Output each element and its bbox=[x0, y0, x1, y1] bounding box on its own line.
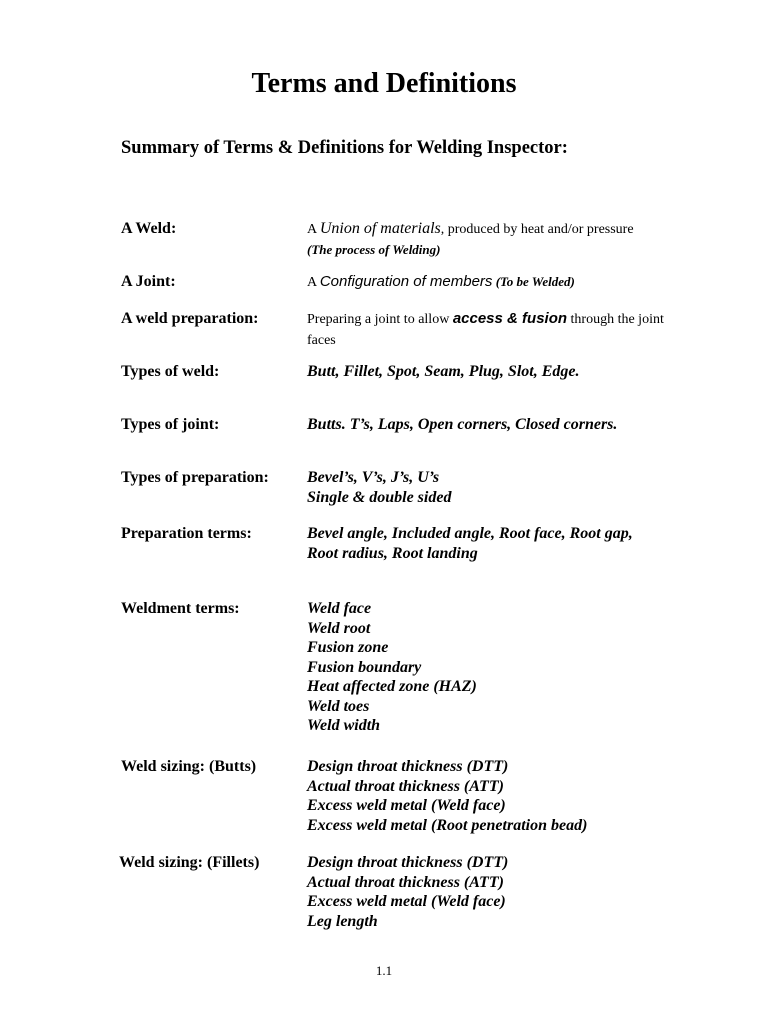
def-prep-prefix: Preparing a joint to allow bbox=[307, 312, 453, 327]
def-joint-note: (To be Welded) bbox=[492, 274, 575, 289]
term-weld: A Weld: bbox=[121, 220, 177, 237]
def-line: Fusion boundary bbox=[307, 658, 422, 676]
term-weld-sizing-fillets: Weld sizing: (Fillets) bbox=[119, 854, 260, 871]
def-weld-prefix: A bbox=[307, 222, 320, 237]
definition-weldment-terms bbox=[307, 599, 707, 736]
definition-types-of-joint bbox=[307, 415, 707, 435]
definition-weld-sizing-butts bbox=[307, 757, 707, 835]
def-joint-emphasis: Configuration of members bbox=[319, 273, 493, 290]
page-title: Terms and Definitions bbox=[251, 68, 517, 99]
def-line: Butt, Fillet, Spot, Seam, Plug, Slot, Edge. bbox=[307, 363, 580, 380]
def-prep-emphasis: access & fusion bbox=[452, 310, 568, 327]
definition-types-of-weld bbox=[307, 362, 707, 382]
def-line: Butts. T’s, Laps, Open corners, Closed corners. bbox=[307, 416, 618, 433]
def-line: Root radius, Root landing bbox=[307, 544, 478, 562]
definition-joint bbox=[307, 272, 707, 293]
def-line: Bevel’s, V’s, J’s, U’s bbox=[307, 469, 440, 486]
def-line: Design throat thickness (DTT) bbox=[307, 854, 509, 871]
page-subtitle: Summary of Terms & Definitions for Welding Inspector: bbox=[121, 138, 568, 158]
definition-weld-preparation bbox=[307, 309, 677, 350]
definition-preparation-terms bbox=[307, 524, 707, 563]
term-weldment-terms: Weldment terms: bbox=[121, 600, 240, 617]
term-weld-preparation: A weld preparation: bbox=[121, 310, 259, 327]
def-weld-rest: , produced by heat and/or pressure bbox=[440, 222, 634, 237]
page-number: 1.1 bbox=[375, 963, 393, 978]
def-line: Weld toes bbox=[307, 697, 370, 715]
def-line: Actual throat thickness (ATT) bbox=[307, 873, 504, 891]
definition-types-of-preparation bbox=[307, 468, 707, 507]
term-types-of-weld: Types of weld: bbox=[121, 363, 220, 380]
def-line: Design throat thickness (DTT) bbox=[307, 758, 509, 775]
term-weld-sizing-butts: Weld sizing: (Butts) bbox=[121, 758, 257, 775]
def-line: Excess weld metal (Root penetration bead) bbox=[307, 816, 588, 834]
def-line: Leg length bbox=[307, 912, 378, 930]
def-line: Weld face bbox=[307, 600, 372, 617]
def-prep-rest: through the joint faces bbox=[307, 312, 664, 348]
def-line: Excess weld metal (Weld face) bbox=[307, 893, 506, 910]
def-line: Excess weld metal (Weld face) bbox=[307, 797, 506, 814]
def-line: Actual throat thickness (ATT) bbox=[307, 777, 504, 795]
definition-weld-sizing-fillets bbox=[307, 853, 707, 931]
definition-weld bbox=[307, 219, 707, 259]
def-line: Bevel angle, Included angle, Root face, Root gap, bbox=[307, 525, 633, 542]
term-types-of-joint: Types of joint: bbox=[121, 416, 220, 433]
def-line: Weld root bbox=[307, 619, 371, 637]
def-line: Heat affected zone (HAZ) bbox=[307, 678, 477, 695]
def-joint-prefix: A bbox=[307, 275, 320, 290]
term-preparation-terms: Preparation terms: bbox=[121, 525, 252, 542]
def-line: Single & double sided bbox=[307, 488, 452, 506]
def-line: Fusion zone bbox=[307, 639, 389, 656]
term-joint: A Joint: bbox=[121, 273, 176, 290]
def-weld-emphasis: Union of materials bbox=[319, 220, 441, 237]
def-weld-note: (The process of Welding) bbox=[307, 241, 441, 257]
term-types-of-preparation: Types of preparation: bbox=[121, 469, 269, 486]
def-line: Weld width bbox=[307, 717, 381, 734]
